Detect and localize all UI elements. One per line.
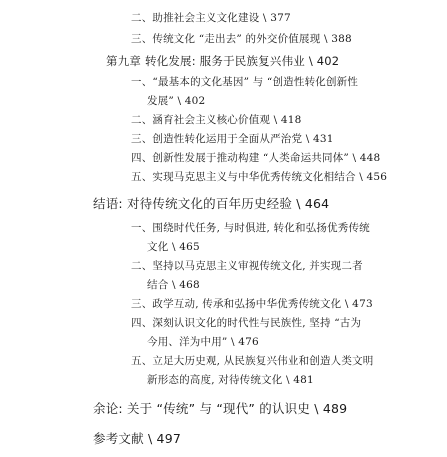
toc-entry-conclusion-title: 结语: 对待传统文化的百年历史经验 \ 464 (93, 196, 330, 211)
toc-entry-references: 参考文献 \ 497 (93, 431, 182, 446)
toc-entry-conclusion-section4-cont: 今用、洋为中用” \ 476 (147, 336, 259, 348)
toc-entry-conclusion-section3: 三、政学互动, 传承和弘扬中华优秀传统文化 \ 473 (131, 298, 373, 310)
toc-entry-conclusion-section1: 一、围绕时代任务, 与时俱进, 转化和弘扬优秀传统 (131, 222, 370, 234)
toc-entry-conclusion-section5: 五、立足大历史观, 从民族复兴伟业和创造人类文明 (131, 355, 374, 367)
toc-entry-conclusion-section5-cont: 新形态的高度, 对待传统文化 \ 481 (147, 374, 314, 386)
toc-entry-chapter9-section1-cont: 发展” \ 402 (147, 95, 206, 107)
toc-entry-conclusion-section1-cont: 文化 \ 465 (147, 241, 200, 253)
toc-entry-chapter8-section3: 三、传统文化 “走出去” 的外交价值展现 \ 388 (131, 33, 352, 45)
toc-entry-chapter9-section2: 二、涵育社会主义核心价值观 \ 418 (131, 114, 302, 126)
toc-entry-chapter8-section2: 二、助推社会主义文化建设 \ 377 (131, 12, 291, 24)
toc-entry-conclusion-section2: 二、坚持以马克思主义审视传统文化, 并实现二者 (131, 260, 363, 272)
toc-entry-chapter9-title: 第九章 转化发展: 服务于民族复兴伟业 \ 402 (106, 54, 340, 68)
toc-entry-chapter9-section5: 五、实现马克思主义与中华优秀传统文化相结合 \ 456 (131, 171, 388, 183)
toc-entry-chapter9-section4: 四、创新性发展于推动构建 “人类命运共同体” \ 448 (131, 152, 381, 164)
toc-entry-chapter9-section3: 三、创造性转化运用于全面从严治党 \ 431 (131, 133, 334, 145)
toc-entry-chapter9-section1: 一、“最基本的文化基因” 与 “创造性转化创新性 (131, 76, 359, 88)
toc-entry-conclusion-section4: 四、深刻认识文化的时代性与民族性, 坚持 “古为 (131, 317, 362, 329)
toc-entry-conclusion-section2-cont: 结合 \ 468 (147, 279, 200, 291)
toc-entry-epilogue-title: 余论: 关于 “传统” 与 “现代” 的认识史 \ 489 (93, 401, 348, 416)
